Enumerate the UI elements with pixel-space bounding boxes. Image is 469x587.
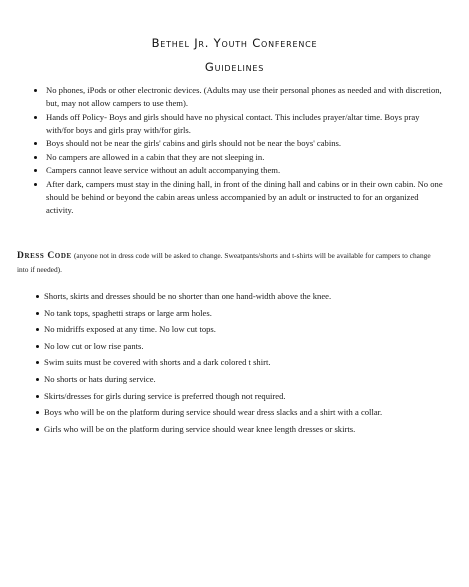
list-item	[44, 373, 442, 386]
dress-code-text: Girls who will be on the platform during service should wear knee length dresses or skirts.	[44, 423, 356, 434]
list-item	[44, 390, 442, 403]
list-item	[46, 137, 446, 150]
bullet-icon	[36, 295, 39, 298]
list-item	[44, 290, 442, 303]
list-item	[44, 423, 442, 436]
bullet-icon	[36, 345, 39, 348]
list-item	[44, 406, 442, 419]
bullet-icon	[36, 411, 39, 414]
dress-code-title: Dress Code	[17, 251, 72, 261]
bullet-icon	[34, 156, 37, 159]
guideline-text: No campers are allowed in a cabin that they are not sleeping in.	[46, 151, 265, 162]
bullet-icon	[36, 361, 39, 364]
list-item	[44, 340, 442, 353]
list-item	[44, 307, 442, 320]
bullet-icon	[34, 169, 37, 172]
guideline-text: Boys should not be near the girls' cabins and girls should not be near the boys' cabins.	[46, 138, 341, 148]
dress-code-text: No tank tops, spaghetti straps or large arm holes.	[44, 307, 212, 318]
bullet-icon	[34, 183, 37, 186]
dress-code-list	[44, 290, 442, 439]
guideline-text: Hands off Policy- Boys and girls should have no physical contact. This includes prayer/altar time. Boys pray with/for boys and girls pray with/for girls.	[46, 111, 420, 135]
dress-code-text: No low cut or low rise pants.	[44, 340, 144, 351]
dress-code-text: No midriffs exposed at any time. No low cut tops.	[44, 324, 216, 335]
bullet-icon	[36, 312, 39, 315]
document-subtitle: Guidelines	[204, 60, 265, 74]
bullet-icon	[36, 328, 39, 331]
list-item	[46, 111, 446, 137]
list-item	[46, 84, 446, 110]
dress-code-text: Skirts/dresses for girls during service is preferred though not required.	[44, 390, 286, 401]
dress-code-text: No shorts or hats during service.	[44, 373, 156, 384]
guidelines-list	[46, 84, 446, 217]
dress-code-text: Swim suits must be covered with shorts and a dark colored t shirt.	[44, 357, 271, 368]
bullet-icon	[34, 116, 37, 119]
bullet-icon	[34, 89, 37, 92]
dress-code-text: Shorts, skirts and dresses should be no shorter than one hand-width above the knee.	[44, 291, 332, 301]
list-item	[46, 178, 446, 217]
list-item	[44, 323, 442, 336]
bullet-icon	[36, 428, 39, 431]
list-item	[46, 164, 446, 177]
dress-code-header	[17, 249, 442, 276]
bullet-icon	[36, 395, 39, 398]
list-item	[46, 151, 446, 164]
list-item	[44, 356, 442, 369]
guideline-text: After dark, campers must stay in the dining hall, in front of the dining hall and cabins or in their own cabin. No one should be behind or beyond the cabin areas unless accompanied by an adult or instructed to for an organized activity.	[46, 178, 443, 215]
dress-code-note: (anyone not in dress code will be asked to change. Sweatpants/shorts and t-shirts will be available for campers to change into if needed).	[17, 251, 431, 274]
guideline-text: No phones, iPods or other electronic devices. (Adults may use their personal phones as needed and with discretion, but, may not allow campers to use them).	[46, 85, 442, 108]
bullet-icon	[36, 378, 39, 381]
dress-code-text: Boys who will be on the platform during service should wear dress slacks and a shirt with a collar.	[44, 407, 383, 418]
bullet-icon	[34, 142, 37, 145]
document-title: Bethel Jr. Youth Conference	[151, 36, 318, 50]
guideline-text: Campers cannot leave service without an adult accompanying them.	[46, 165, 281, 175]
